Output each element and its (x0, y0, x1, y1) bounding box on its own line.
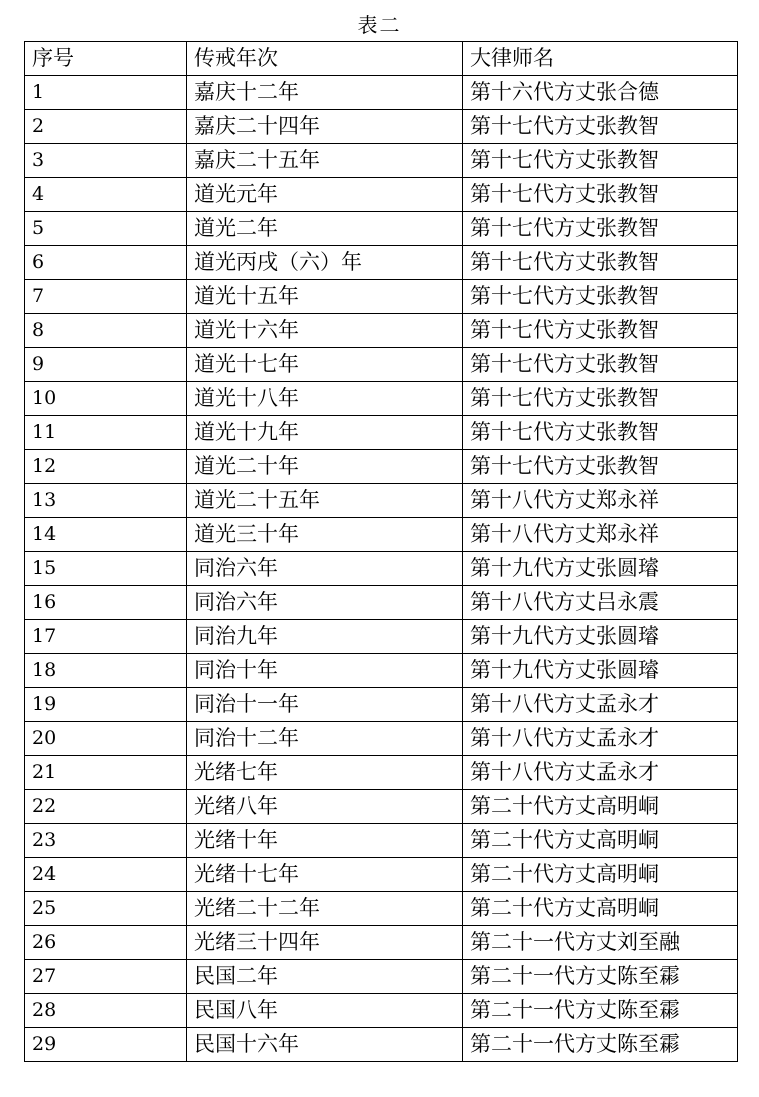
table-row (25, 382, 738, 416)
table-row (25, 552, 738, 586)
cell-ordination-year: 光绪十七年 (187, 858, 463, 892)
table-row (25, 76, 738, 110)
cell-index: 14 (25, 518, 187, 552)
cell-index: 29 (25, 1028, 187, 1062)
cell-ordination-year: 光绪十年 (187, 824, 463, 858)
cell-ordination-year: 同治六年 (187, 586, 463, 620)
cell-master-name: 第十七代方丈张教智 (463, 450, 738, 484)
cell-index: 11 (25, 416, 187, 450)
cell-master-name: 第十八代方丈郑永祥 (463, 518, 738, 552)
table-body (25, 76, 738, 1062)
cell-index: 25 (25, 892, 187, 926)
cell-index: 12 (25, 450, 187, 484)
cell-master-name: 第十七代方丈张教智 (463, 178, 738, 212)
table-row (25, 654, 738, 688)
cell-ordination-year: 同治十年 (187, 654, 463, 688)
cell-ordination-year: 嘉庆十二年 (187, 76, 463, 110)
table-row (25, 722, 738, 756)
cell-master-name: 第十七代方丈张教智 (463, 212, 738, 246)
table-row (25, 110, 738, 144)
table-row (25, 484, 738, 518)
cell-ordination-year: 民国八年 (187, 994, 463, 1028)
cell-index: 21 (25, 756, 187, 790)
cell-ordination-year: 民国二年 (187, 960, 463, 994)
cell-ordination-year: 道光二年 (187, 212, 463, 246)
table-row (25, 892, 738, 926)
cell-index: 6 (25, 246, 187, 280)
cell-index: 22 (25, 790, 187, 824)
cell-ordination-year: 道光十八年 (187, 382, 463, 416)
cell-index: 8 (25, 314, 187, 348)
cell-index: 1 (25, 76, 187, 110)
cell-index: 27 (25, 960, 187, 994)
header-ordination-year: 传戒年次 (187, 42, 463, 76)
cell-master-name: 第二十一代方丈刘至融 (463, 926, 738, 960)
cell-master-name: 第十七代方丈张教智 (463, 246, 738, 280)
table-caption: 表二 (357, 13, 402, 37)
cell-index: 26 (25, 926, 187, 960)
table-row (25, 926, 738, 960)
cell-index: 28 (25, 994, 187, 1028)
cell-ordination-year: 道光二十五年 (187, 484, 463, 518)
table-row (25, 416, 738, 450)
cell-index: 18 (25, 654, 187, 688)
cell-index: 2 (25, 110, 187, 144)
cell-master-name: 第二十一代方丈陈至霦 (463, 1028, 738, 1062)
cell-index: 3 (25, 144, 187, 178)
cell-index: 24 (25, 858, 187, 892)
table-row (25, 450, 738, 484)
cell-ordination-year: 同治六年 (187, 552, 463, 586)
table-row (25, 620, 738, 654)
table-row (25, 280, 738, 314)
table-row (25, 144, 738, 178)
header-master-name: 大律师名 (463, 42, 738, 76)
table-row (25, 586, 738, 620)
cell-master-name: 第十七代方丈张教智 (463, 416, 738, 450)
cell-ordination-year: 道光三十年 (187, 518, 463, 552)
cell-ordination-year: 道光元年 (187, 178, 463, 212)
cell-ordination-year: 同治九年 (187, 620, 463, 654)
cell-master-name: 第二十代方丈高明峒 (463, 858, 738, 892)
cell-index: 19 (25, 688, 187, 722)
cell-index: 9 (25, 348, 187, 382)
cell-ordination-year: 道光十六年 (187, 314, 463, 348)
cell-ordination-year: 民国十六年 (187, 1028, 463, 1062)
header-index: 序号 (25, 42, 187, 76)
table-row (25, 212, 738, 246)
cell-master-name: 第十八代方丈吕永震 (463, 586, 738, 620)
table-row (25, 246, 738, 280)
cell-master-name: 第十九代方丈张圆璿 (463, 620, 738, 654)
cell-index: 23 (25, 824, 187, 858)
cell-master-name: 第十七代方丈张教智 (463, 382, 738, 416)
cell-index: 17 (25, 620, 187, 654)
cell-master-name: 第二十一代方丈陈至霦 (463, 994, 738, 1028)
cell-master-name: 第十七代方丈张教智 (463, 280, 738, 314)
cell-index: 4 (25, 178, 187, 212)
cell-index: 7 (25, 280, 187, 314)
cell-index: 16 (25, 586, 187, 620)
table-row (25, 518, 738, 552)
cell-index: 20 (25, 722, 187, 756)
cell-ordination-year: 道光二十年 (187, 450, 463, 484)
cell-ordination-year: 光绪七年 (187, 756, 463, 790)
cell-ordination-year: 道光十五年 (187, 280, 463, 314)
cell-index: 15 (25, 552, 187, 586)
cell-index: 13 (25, 484, 187, 518)
cell-master-name: 第十七代方丈张教智 (463, 144, 738, 178)
cell-master-name: 第二十一代方丈陈至霦 (463, 960, 738, 994)
table-row (25, 688, 738, 722)
cell-ordination-year: 嘉庆二十四年 (187, 110, 463, 144)
cell-master-name: 第十七代方丈张教智 (463, 314, 738, 348)
table-row (25, 858, 738, 892)
table-row (25, 960, 738, 994)
cell-master-name: 第十九代方丈张圆璿 (463, 552, 738, 586)
cell-ordination-year: 道光十七年 (187, 348, 463, 382)
cell-ordination-year: 光绪三十四年 (187, 926, 463, 960)
cell-master-name: 第二十代方丈高明峒 (463, 790, 738, 824)
cell-ordination-year: 光绪二十二年 (187, 892, 463, 926)
cell-ordination-year: 同治十一年 (187, 688, 463, 722)
table-row (25, 1028, 738, 1062)
cell-index: 5 (25, 212, 187, 246)
cell-ordination-year: 嘉庆二十五年 (187, 144, 463, 178)
cell-master-name: 第十七代方丈张教智 (463, 110, 738, 144)
table-row (25, 314, 738, 348)
cell-master-name: 第十九代方丈张圆璿 (463, 654, 738, 688)
cell-master-name: 第十七代方丈张教智 (463, 348, 738, 382)
cell-ordination-year: 光绪八年 (187, 790, 463, 824)
cell-ordination-year: 道光十九年 (187, 416, 463, 450)
cell-master-name: 第二十代方丈高明峒 (463, 824, 738, 858)
table-header (25, 42, 738, 76)
table-row (25, 824, 738, 858)
cell-master-name: 第十八代方丈孟永才 (463, 722, 738, 756)
cell-master-name: 第十六代方丈张合德 (463, 76, 738, 110)
cell-ordination-year: 同治十二年 (187, 722, 463, 756)
table-row (25, 756, 738, 790)
cell-master-name: 第十八代方丈孟永才 (463, 756, 738, 790)
header-row (25, 42, 738, 76)
table-row (25, 790, 738, 824)
table-row (25, 348, 738, 382)
cell-index: 10 (25, 382, 187, 416)
cell-master-name: 第十八代方丈孟永才 (463, 688, 738, 722)
table-row (25, 994, 738, 1028)
table-row (25, 178, 738, 212)
cell-master-name: 第十八代方丈郑永祥 (463, 484, 738, 518)
cell-master-name: 第二十代方丈高明峒 (463, 892, 738, 926)
ordination-table (24, 41, 738, 1062)
cell-ordination-year: 道光丙戌（六）年 (187, 246, 463, 280)
